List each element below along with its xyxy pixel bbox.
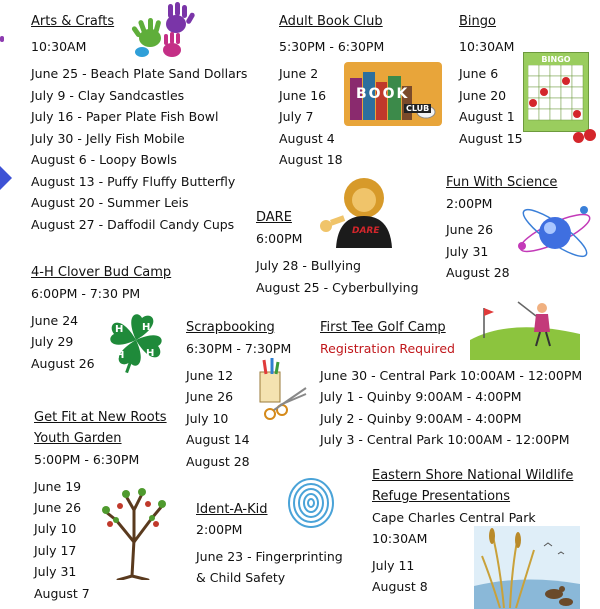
- list-item: July 10: [186, 411, 229, 426]
- dot-decoration: [0, 36, 4, 42]
- list-item: August 18: [279, 152, 343, 167]
- list-item: June 30 - Central Park 10:00AM - 12:00PM: [320, 368, 583, 383]
- list-item: June 26: [34, 500, 82, 515]
- scissors-supplies-icon: [250, 358, 308, 422]
- svg-text:H: H: [116, 350, 125, 361]
- dare-title: DARE: [256, 210, 292, 225]
- bingo-time: 10:30AM: [459, 39, 515, 54]
- list-item: June 24: [31, 313, 79, 328]
- bingo-title: Bingo: [459, 14, 496, 29]
- refuge-title-line2: Refuge Presentations: [372, 489, 511, 504]
- book-club-time: 5:30PM - 6:30PM: [279, 39, 385, 54]
- scrapbooking-title: Scrapbooking: [186, 320, 275, 335]
- list-item: August 15: [459, 131, 523, 146]
- list-item: August 4: [279, 131, 335, 146]
- list-item: June 16: [279, 88, 327, 103]
- golf-title: First Tee Golf Camp: [320, 320, 446, 335]
- marsh-wildlife-icon: [474, 526, 580, 609]
- list-item: June 23 - Fingerprinting: [196, 549, 343, 564]
- atom-icon: [514, 198, 596, 268]
- list-item: July 3 - Central Park 10:00AM - 12:00PM: [320, 432, 570, 447]
- list-item: August 7: [34, 586, 90, 601]
- list-item: August 27 - Daffodil Candy Cups: [31, 217, 235, 232]
- getfit-title-line1: Get Fit at New Roots: [34, 410, 167, 425]
- scrapbooking-time: 6:30PM - 7:30PM: [186, 341, 292, 356]
- tree-icon: [96, 484, 172, 580]
- science-time: 2:00PM: [446, 196, 493, 211]
- list-item: June 26: [186, 389, 234, 404]
- list-item: June 26: [446, 222, 494, 237]
- book-club-title: Adult Book Club: [279, 14, 383, 29]
- list-item: June 12: [186, 368, 234, 383]
- refuge-place: Cape Charles Central Park: [372, 510, 536, 525]
- dare-shirt-text: DARE: [352, 226, 380, 236]
- list-item: August 20 - Summer Leis: [31, 195, 189, 210]
- list-item: July 7: [279, 109, 314, 124]
- list-item: & Child Safety: [196, 570, 286, 585]
- list-item: July 2 - Quinby 9:00AM - 4:00PM: [320, 411, 522, 426]
- identakid-time: 2:00PM: [196, 522, 243, 537]
- book-logo-sub: CLUB: [406, 104, 430, 113]
- arts-crafts-time: 10:30AM: [31, 39, 87, 54]
- list-item: August 1: [459, 109, 515, 124]
- getfit-title-line2: Youth Garden: [34, 431, 122, 446]
- svg-text:H: H: [115, 324, 124, 335]
- list-item: August 6 - Loopy Bowls: [31, 152, 177, 167]
- bingo-card-title: BINGO: [541, 55, 571, 64]
- list-item: July 16 - Paper Plate Fish Bowl: [31, 109, 219, 124]
- list-item: August 13 - Puffy Fluffy Butterfly: [31, 174, 236, 189]
- golfer-icon: [470, 298, 580, 360]
- list-item: August 28: [446, 265, 510, 280]
- 4h-clover-icon: [104, 308, 168, 374]
- list-item: July 9 - Clay Sandcastles: [31, 88, 185, 103]
- list-item: August 25 - Cyberbullying: [256, 280, 419, 295]
- list-item: July 30 - Jelly Fish Mobile: [31, 131, 185, 146]
- blue-arrow-decoration: [0, 166, 12, 190]
- clover-title: 4-H Clover Bud Camp: [31, 265, 172, 280]
- refuge-time: 10:30AM: [372, 531, 428, 546]
- clover-time: 6:00PM - 7:30 PM: [31, 286, 141, 301]
- dare-time: 6:00PM: [256, 231, 303, 246]
- list-item: June 2: [279, 66, 319, 81]
- identakid-title: Ident-A-Kid: [196, 502, 268, 517]
- arts-crafts-title: Arts & Crafts: [31, 14, 115, 29]
- list-item: August 14: [186, 432, 250, 447]
- list-item: July 11: [372, 558, 415, 573]
- list-item: July 31: [446, 244, 489, 259]
- list-item: June 19: [34, 479, 82, 494]
- list-item: June 6: [459, 66, 499, 81]
- list-item: June 20: [459, 88, 507, 103]
- handprints-icon: [128, 2, 200, 62]
- list-item: August 26: [31, 356, 95, 371]
- book-logo-text: BOOK: [356, 86, 410, 102]
- svg-text:H: H: [146, 348, 155, 359]
- list-item: July 31: [34, 564, 77, 579]
- list-item: August 28: [186, 454, 250, 469]
- list-item: August 8: [372, 579, 428, 594]
- list-item: July 1 - Quinby 9:00AM - 4:00PM: [320, 389, 522, 404]
- getfit-time: 5:00PM - 6:30PM: [34, 452, 140, 467]
- dare-lion-mascot: [318, 176, 408, 248]
- list-item: June 25 - Beach Plate Sand Dollars: [31, 66, 248, 81]
- book-club-logo: [344, 62, 442, 126]
- science-title: Fun With Science: [446, 175, 558, 190]
- list-item: July 29: [31, 334, 74, 349]
- refuge-title-line1: Eastern Shore National Wildlife: [372, 468, 574, 483]
- fingerprint-icon: [284, 476, 338, 530]
- golf-registration-note: Registration Required: [320, 341, 455, 356]
- bingo-card-icon: [523, 52, 589, 132]
- list-item: July 10: [34, 521, 77, 536]
- list-item: July 17: [34, 543, 77, 558]
- svg-text:H: H: [142, 322, 151, 333]
- list-item: July 28 - Bullying: [256, 258, 361, 273]
